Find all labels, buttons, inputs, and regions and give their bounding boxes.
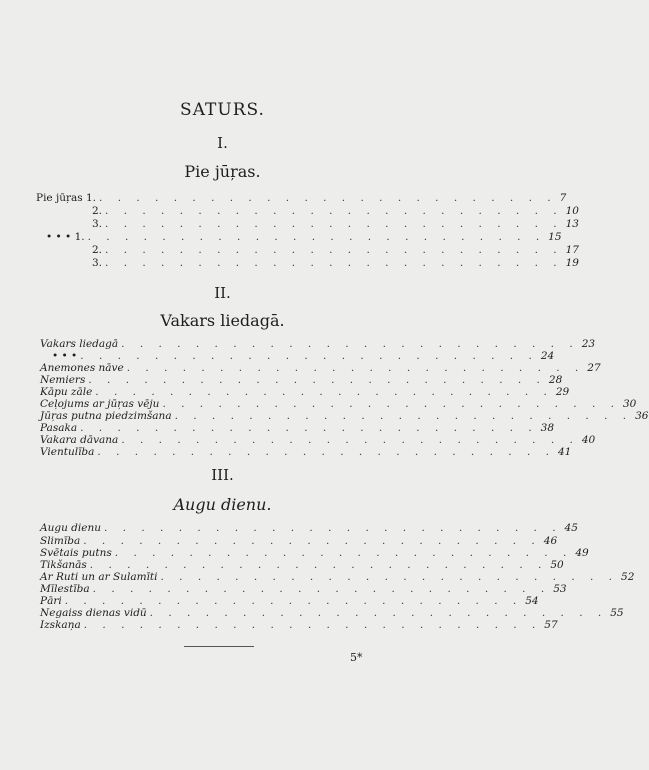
toc-entry	[40, 547, 589, 559]
entry-title: Tikšanās	[40, 559, 87, 571]
entry-page: 45	[564, 522, 578, 534]
entry-title: Augu dienu	[40, 522, 101, 534]
entry-title: Pāri	[40, 595, 62, 607]
page-title: SATURS.	[180, 100, 265, 120]
entry-page: 46	[543, 535, 558, 547]
signature-mark: 5*	[350, 651, 363, 664]
entry-title: Vakara dāvana	[40, 434, 119, 446]
dot-leader: . . . . . . . . . . . . . . . . . . . . . . . . .	[160, 571, 619, 583]
entry-page: 30	[622, 398, 637, 410]
entry-title: 3.	[92, 218, 103, 230]
dot-leader: . . . . . . . . . . . . . . . . . . . . . . . . .	[121, 338, 579, 350]
dot-leader: . . . . . . . . . . . . . . . . . . . . . . . . .	[80, 422, 538, 434]
entry-title: Ar Ruti un ar Sulamīti	[40, 571, 158, 583]
entry-title: • • • 1.	[46, 231, 85, 243]
entry-page: 23	[581, 338, 596, 350]
entry-page: 24	[540, 350, 555, 362]
dot-leader: . . . . . . . . . . . . . . . . . . . . . . . . .	[95, 386, 553, 398]
dot-leader: . . . . . . . . . . . . . . . . . . . . . . . . .	[114, 547, 573, 559]
toc-entry	[36, 192, 567, 204]
entry-title: Vakars liedagā	[40, 338, 119, 350]
section-3-heading: Augu dienu.	[173, 495, 272, 514]
toc-entry	[92, 218, 579, 230]
dot-leader: . . . . . . . . . . . . . . . . . . . . . . . . .	[105, 218, 563, 230]
entry-title: Vientulība	[40, 446, 95, 458]
section-3-numeral: III.	[211, 466, 234, 484]
entry-title: Mīlestība	[40, 583, 90, 595]
toc-entry	[40, 535, 558, 547]
dot-leader: . . . . . . . . . . . . . . . . . . . . . . . . .	[121, 434, 579, 446]
section-2-numeral: II.	[214, 284, 231, 302]
toc-entry	[92, 205, 579, 217]
toc-entry	[40, 619, 558, 631]
entry-title: Jūŗas putna piedzimšana	[40, 410, 172, 422]
divider-rule	[184, 646, 254, 647]
entry-page: 52	[621, 571, 635, 583]
entry-title: Negaiss dienas vidū	[40, 607, 147, 619]
toc-entry	[40, 338, 596, 350]
toc-entry	[40, 559, 564, 571]
dot-leader: . . . . . . . . . . . . . . . . . . . . . . . . .	[83, 535, 541, 547]
entry-page: 54	[525, 595, 539, 607]
entry-page: 7	[559, 192, 567, 204]
toc-entry	[40, 571, 635, 583]
entry-title: Pie jūŗas 1.	[36, 192, 97, 204]
dot-leader: . . . . . . . . . . . . . . . . . . . . . . . . .	[92, 583, 551, 595]
dot-leader: . . . . . . . . . . . . . . . . . . . . . . . . .	[97, 446, 555, 458]
entry-title: Slimība	[40, 535, 81, 547]
entry-title: Svētais putns	[40, 547, 112, 559]
dot-leader: . . . . . . . . . . . . . . . . . . . . . . . . .	[104, 522, 562, 534]
dot-leader: . . . . . . . . . . . . . . . . . . . . . . . . .	[105, 244, 563, 256]
toc-entry	[40, 446, 572, 458]
toc-entry	[40, 434, 596, 446]
toc-entry	[40, 583, 567, 595]
entry-page: 36	[635, 410, 649, 422]
entry-page: 49	[575, 547, 589, 559]
entry-page: 19	[565, 257, 579, 269]
toc-entry	[52, 350, 555, 362]
dot-leader: . . . . . . . . . . . . . . . . . . . . . . . . .	[105, 205, 563, 217]
toc-entry	[46, 231, 562, 243]
toc-entry	[92, 244, 579, 256]
entry-title: Ceļojums ar jūŗas vēju	[40, 398, 160, 410]
toc-entry	[40, 422, 555, 434]
entry-title: 2.	[92, 205, 103, 217]
dot-leader: . . . . . . . . . . . . . . . . . . . . . . . . .	[174, 410, 633, 422]
toc-entry	[40, 410, 649, 422]
entry-title: Kāpu zāle	[40, 386, 93, 398]
dot-leader: . . . . . . . . . . . . . . . . . . . . . . . . .	[64, 595, 523, 607]
entry-title: 3.	[92, 257, 103, 269]
entry-page: 55	[610, 607, 624, 619]
dot-leader: . . . . . . . . . . . . . . . . . . . . . . . . .	[99, 192, 557, 204]
dot-leader: . . . . . . . . . . . . . . . . . . . . . . . . .	[105, 257, 563, 269]
entry-page: 28	[548, 374, 563, 386]
entry-page: 57	[544, 619, 558, 631]
entry-page: 29	[555, 386, 570, 398]
entry-page: 38	[540, 422, 555, 434]
toc-entry	[40, 522, 578, 534]
entry-page: 40	[581, 434, 596, 446]
entry-title: Anemones nāve	[40, 362, 124, 374]
toc-entry	[40, 362, 601, 374]
entry-page: 53	[553, 583, 567, 595]
dot-leader: . . . . . . . . . . . . . . . . . . . . . . . . .	[83, 619, 542, 631]
entry-page: 13	[565, 218, 579, 230]
entry-title: • • •	[52, 350, 78, 362]
entry-title: Pasaka	[40, 422, 78, 434]
toc-entry	[40, 374, 563, 386]
entry-page: 50	[550, 559, 564, 571]
dot-leader: . . . . . . . . . . . . . . . . . . . . . . . . .	[162, 398, 620, 410]
toc-entry	[40, 607, 624, 619]
dot-leader: . . . . . . . . . . . . . . . . . . . . . . . . .	[87, 231, 546, 243]
entry-page: 27	[587, 362, 601, 374]
entry-title: Nemiers	[40, 374, 86, 386]
toc-entry	[92, 257, 579, 269]
entry-page: 15	[548, 231, 562, 243]
entry-page: 10	[565, 205, 579, 217]
toc-entry	[40, 386, 570, 398]
entry-title: 2.	[92, 244, 103, 256]
section-2-heading: Vakars liedagā.	[160, 311, 285, 330]
section-1-numeral: I.	[217, 134, 228, 152]
entry-page: 41	[557, 446, 572, 458]
dot-leader: . . . . . . . . . . . . . . . . . . . . . . . . .	[80, 350, 538, 362]
dot-leader: . . . . . . . . . . . . . . . . . . . . . . . . .	[149, 607, 608, 619]
entry-title: Izskaņa	[40, 619, 81, 631]
toc-entry	[40, 398, 637, 410]
dot-leader: . . . . . . . . . . . . . . . . . . . . . . . . .	[126, 362, 585, 374]
entry-page: 17	[565, 244, 579, 256]
dot-leader: . . . . . . . . . . . . . . . . . . . . . . . . .	[88, 374, 546, 386]
section-1-heading: Pie jūŗas.	[184, 162, 261, 181]
dot-leader: . . . . . . . . . . . . . . . . . . . . . . . . .	[89, 559, 548, 571]
toc-entry	[40, 595, 539, 607]
